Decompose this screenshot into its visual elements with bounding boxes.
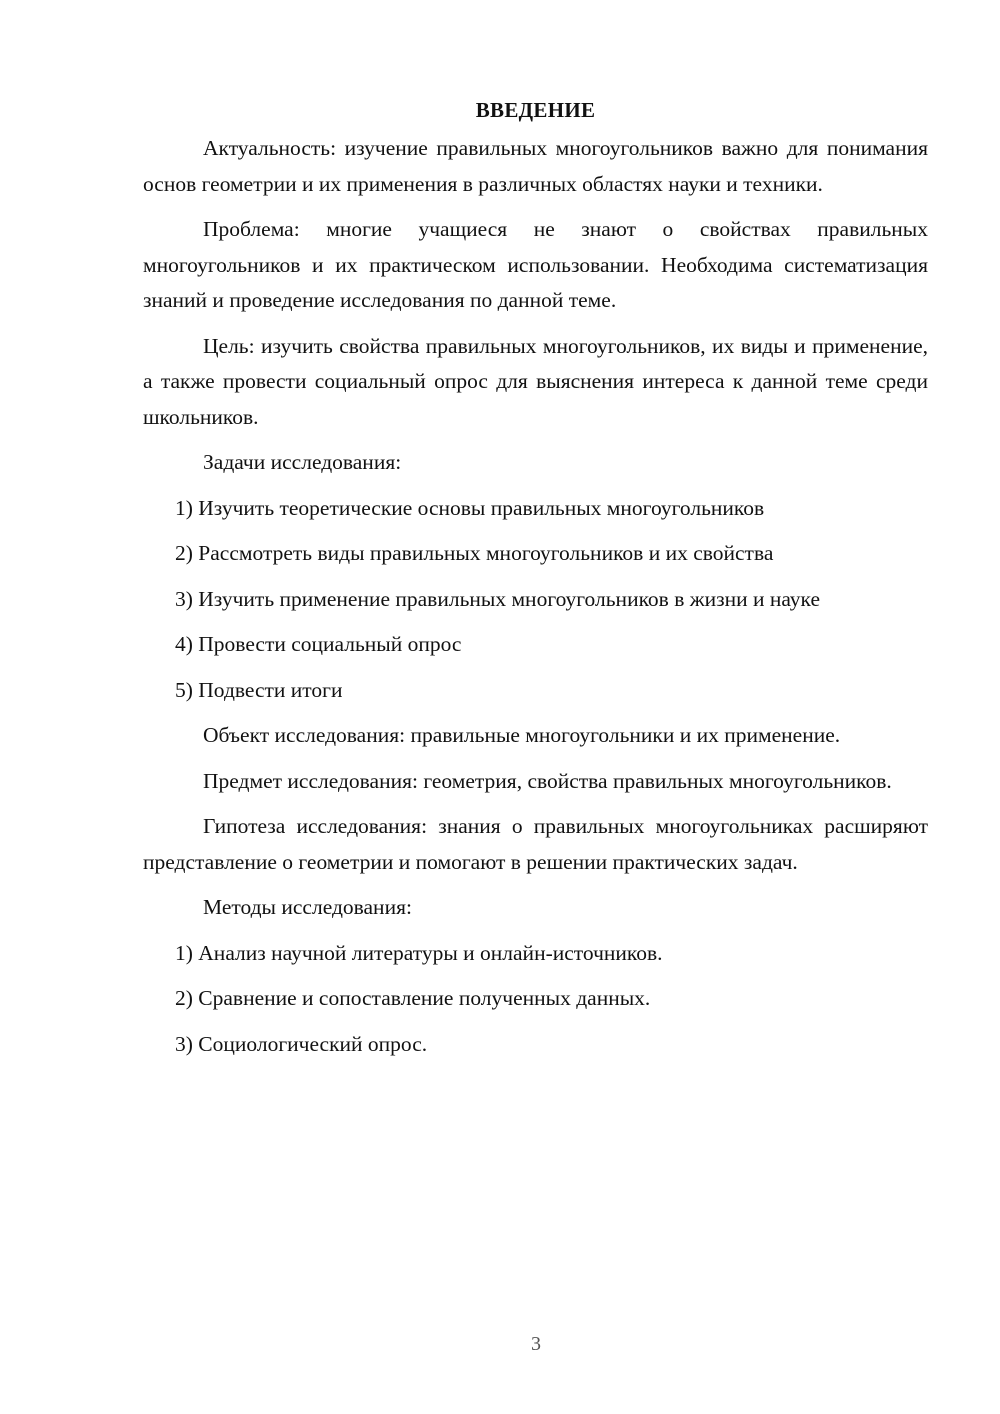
relevance-paragraph: Актуальность: изучение правильных многоугольников важно для понимания основ геометрии и их применения в различных областях науки и техники. — [143, 136, 928, 196]
methods-heading: Методы исследования: — [203, 895, 412, 919]
task-item-4: 4) Провести социальный опрос — [175, 632, 462, 656]
hypothesis-paragraph: Гипотеза исследования: знания о правильных многоугольниках расширяют представление о геометрии и помогают в решении практических задач. — [143, 814, 928, 874]
method-item-3: 3) Социологический опрос. — [175, 1031, 428, 1056]
tasks-heading: Задачи исследования: — [203, 450, 402, 474]
object-paragraph: Объект исследования: правильные многоугольники и их применение. — [203, 723, 841, 747]
subject-paragraph: Предмет исследования: геометрия, свойства правильных многоугольников. — [203, 768, 892, 793]
task-item-2: 2) Рассмотреть виды правильных многоугольников и их свойства — [175, 541, 774, 565]
task-item-1: 1) Изучить теоретические основы правильных многоугольников — [175, 495, 765, 520]
task-item-5: 5) Подвести итоги — [175, 677, 343, 702]
task-item-3: 3) Изучить применение правильных многоугольников в жизни и науке — [175, 586, 821, 611]
goal-paragraph: Цель: изучить свойства правильных многоугольников, их виды и применение, а также провести социальный опрос для выяснения интереса к данной теме среди школьников. — [143, 333, 928, 429]
problem-paragraph: Проблема: многие учащиеся не знают о свойствах правильных многоугольников и их практическом использовании. Необходима систематизация знаний и проведение исследования по данной теме. — [143, 217, 928, 312]
page-content — [143, 92, 928, 1072]
method-item-2: 2) Сравнение и сопоставление полученных данных. — [175, 986, 651, 1010]
page-title: ВВЕДЕНИЕ — [475, 98, 596, 122]
page-number: 3 — [531, 1333, 541, 1355]
method-item-1: 1) Анализ научной литературы и онлайн-источников. — [175, 940, 663, 965]
